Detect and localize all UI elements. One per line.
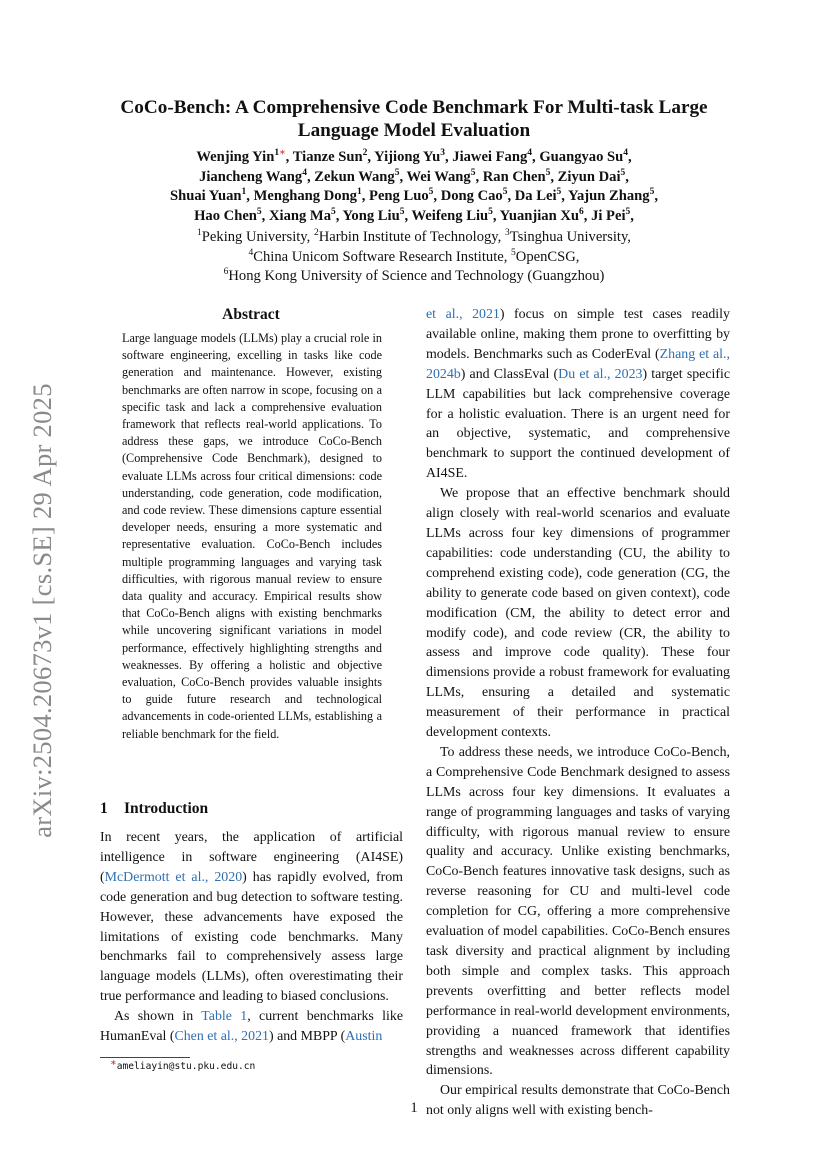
author-name: Ran Chen: [482, 168, 546, 185]
citation-link[interactable]: McDermott et al., 2020: [104, 869, 243, 885]
author-affiliation-mark: 3: [440, 148, 445, 159]
abstract-text: Large language models (LLMs) play a crucial role in software engineering, excelling in tasks like code generation and maintenance. However, existing benchmarks are often narrow in scope, focusing on a specific task and lack a comprehensive evaluation framework that reflects real-world applications. To address these gaps, we introduce CoCo-Bench (Comprehensive Code Benchmark), designed to evaluate LLMs across four critical dimensions: code understanding, code generation, code modification, and code review. These dimensions capture essential developer needs, ensuring a more systematic and representative evaluation. CoCo-Bench includes multiple programming languages and varying task difficulties, with rigorous manual review to ensure data quality and accuracy. Empirical results show that CoCo-Bench aligns with existing benchmarks while uncovering significant variations in model performance, effectively highlighting strengths and weaknesses. By offering a holistic and objective evaluation, CoCo-Bench provides valuable insights to guide future research and technological advancements in code-oriented LLMs, establishing a reliable benchmark for the field.: [122, 331, 382, 741]
paragraph-text: , current benchmarks like HumanEval (: [100, 1009, 403, 1045]
footnote-mark: ∗: [110, 1057, 117, 1067]
left-column-body: [100, 828, 403, 1047]
author-separator: ,: [561, 188, 569, 205]
paragraph-text: As shown in: [114, 1009, 202, 1025]
author-name: Ji Pei: [591, 207, 626, 224]
paragraph-text: ) has rapidly evolved, from code generation and bug detection to software testing. However, these advancements have exposed the limitations of existing code benchmarks. Many benchmarks fail to comprehensively assess large language models (LLMs), often overestimating their true performance and leading to biased conclusions.: [100, 869, 403, 1005]
author-name: Wei Wang: [406, 168, 471, 185]
author-name: Jiawei Fang: [452, 149, 528, 165]
author-list: [100, 148, 728, 226]
author-affiliation-mark: 4: [623, 148, 629, 159]
author-affiliation-mark: 5: [649, 187, 655, 198]
author-separator: ,: [404, 207, 412, 224]
citation-link[interactable]: Chen et al., 2021: [174, 1029, 269, 1045]
affiliation-name: Tsinghua University,: [509, 229, 631, 245]
abstract-heading: Abstract: [222, 306, 280, 323]
author-name: Yijiong Yu: [374, 149, 441, 165]
author-affiliation-mark: 5: [428, 187, 434, 198]
author-line: [100, 168, 728, 188]
author-name: Guangyao Su: [539, 149, 624, 165]
author-affiliation-mark: 5: [399, 206, 405, 217]
author-separator: ,: [492, 207, 500, 224]
footnote: [110, 1057, 410, 1072]
section-heading-introduction: [100, 800, 400, 818]
affiliation-name: Peking University,: [201, 229, 314, 245]
author-separator: ,: [361, 188, 370, 205]
author-name: Weifeng Liu: [411, 207, 489, 224]
author-affiliation-mark: 1: [241, 187, 247, 198]
author-name: Jiancheng Wang: [199, 168, 303, 185]
author-name: Yuanjian Xu: [499, 207, 580, 224]
right-paragraph-2: We propose that an effective benchmark should align closely with real-world scenarios and evaluate LLMs across four key dimensions of programmer capabilities: code understanding (CU, the ability to comprehend existing code), code generation (CG, the ability to generate code based on given context), code modification (CM, the ability to detect error and modify code), and code review (CR, the ability to assess and improve code quality). These four dimensions provide a robust framework for evaluating LLMs, ensuring a detailed and systematic measurement of their performance in practical development contexts.: [426, 486, 730, 741]
section-number: 1: [100, 800, 108, 817]
author-separator: ,: [335, 207, 343, 224]
author-separator: ,: [532, 149, 540, 165]
author-affiliation-mark: 5: [394, 167, 400, 178]
author-separator: ,: [550, 168, 558, 185]
author-name: Zekun Wang: [314, 168, 395, 185]
arxiv-stamp: [22, 370, 62, 850]
affiliation-line: [100, 228, 728, 248]
author-name: Xiang Ma: [268, 207, 331, 224]
author-separator: ,: [433, 188, 441, 205]
author-separator: ,: [261, 207, 269, 224]
intro-paragraph-2: [100, 1007, 403, 1047]
author-affiliation-mark: 6: [579, 206, 584, 217]
paragraph-text: ) focus on simple test cases readily available online, making them prone to overfitting by models. Benchmarks such as CoderEval (: [426, 307, 730, 362]
author-separator: ,: [583, 207, 592, 224]
author-affiliation-mark: 5: [545, 167, 551, 178]
author-separator: ,: [399, 168, 407, 185]
author-name: Yajun Zhang: [568, 188, 650, 205]
author-affiliation-mark: 5: [256, 206, 262, 217]
author-name: Tianze Sun: [292, 149, 363, 165]
paper-title: CoCo-Bench: A Comprehensive Code Benchmark For Multi-task Large Language Model Evaluation: [120, 97, 708, 141]
citation-link[interactable]: Zhang et al., 2024b: [426, 346, 730, 382]
page-number: 1: [410, 1100, 418, 1116]
author-line: [100, 187, 728, 207]
right-paragraph-4: Our empirical results demonstrate that CoCo-Bench not only aligns well with existing bench-: [426, 1083, 730, 1119]
author-affiliation-mark: 2: [362, 148, 368, 159]
citation-link[interactable]: Table 1: [201, 1009, 248, 1025]
author-name: Peng Luo: [369, 188, 429, 205]
author-name: Da Lei: [514, 188, 557, 205]
author-separator: ,: [246, 188, 254, 205]
affiliation-line: [100, 267, 728, 287]
paragraph-text: ) and MBPP (: [268, 1029, 346, 1045]
author-line: [100, 148, 728, 168]
author-affiliation-mark: 5: [502, 187, 508, 198]
author-separator: ,: [285, 149, 293, 165]
author-name: Ziyun Dai: [557, 168, 621, 185]
citation-link[interactable]: et al., 2021: [426, 307, 500, 322]
author-affiliation-mark: 4: [302, 167, 307, 178]
affiliations: [100, 228, 728, 287]
author-name: Menghang Dong: [253, 188, 357, 205]
affiliation-mark: 6: [223, 267, 229, 278]
author-affiliation-mark: 1: [356, 187, 362, 198]
author-name: Shuai Yuan: [170, 188, 242, 205]
affiliation-name: OpenCSG,: [515, 248, 580, 265]
right-column-body: [426, 305, 730, 1121]
affiliation-line: [100, 248, 728, 268]
affiliation-mark: 3: [504, 228, 510, 239]
paragraph-text: In recent years, the application of artificial intelligence in software engineering (AI4SE) (: [100, 830, 403, 885]
paragraph-text: ) and ClassEval (: [460, 366, 559, 382]
author-affiliation-mark: 4: [527, 148, 533, 159]
section-title: Introduction: [124, 800, 209, 817]
author-separator: ,: [507, 188, 515, 205]
author-line: [100, 207, 728, 227]
corresponding-mark: ∗: [279, 148, 286, 159]
affiliation-name: China Unicom Software Research Institute,: [253, 248, 512, 265]
author-separator: ,: [475, 168, 483, 185]
author-separator: ,: [444, 149, 453, 165]
affiliation-mark: 2: [313, 228, 319, 239]
author-name: Dong Cao: [440, 188, 503, 205]
author-name: Yong Liu: [342, 207, 400, 224]
affiliation-name: Hong Kong University of Science and Technology (Guangzhou): [228, 268, 605, 285]
right-paragraph-1: [426, 305, 730, 484]
citation-link[interactable]: Austin: [345, 1029, 383, 1045]
arxiv-stamp-text: arXiv:2504.20673v1 [cs.SE] 29 Apr 2025: [26, 382, 57, 838]
paragraph-text: ) target specific LLM capabilities but lack comprehensive coverage for a holistic evaluation. There is an urgent need for an objective, systematic, and comprehensive benchmark to support the continued development of AI4SE.: [426, 366, 731, 482]
affiliation-mark: 1: [197, 228, 202, 239]
author-affiliation-mark: 5: [620, 167, 626, 178]
author-name: Hao Chen: [194, 207, 257, 224]
citation-link[interactable]: Du et al., 2023: [558, 366, 643, 382]
author-separator: ,: [306, 168, 315, 185]
author-separator: ,: [654, 188, 658, 205]
author-separator: ,: [625, 168, 629, 185]
author-affiliation-mark: 5: [470, 167, 476, 178]
footnote-email: ameliayin@stu.pku.edu.cn: [116, 1061, 256, 1072]
author-affiliation-mark: 5: [488, 206, 493, 217]
author-name: Wenjing Yin: [196, 149, 275, 165]
author-affiliation-mark: 1: [274, 148, 280, 159]
author-affiliation-mark: 5: [331, 206, 336, 217]
author-separator: ,: [367, 149, 375, 165]
author-separator: ,: [628, 149, 632, 165]
right-paragraph-3: To address these needs, we introduce CoCo-Bench, a Comprehensive Code Benchmark designed to assess LLMs across four key dimensions. It evaluates a range of programming languages and tasks of varying difficulty, with rigorous manual review to ensure quality and accuracy. Unlike existing benchmarks, CoCo-Bench features innovative task designs, such as reverse reasoning for CU and multi-level code completion for CG, offering a more comprehensive evaluation of model capabilities. CoCo-Bench ensures task diversity and practical alignment by including both simple and complex tasks. This approach prevents overfitting and better reflects model performance in real-world development environments, providing a nuanced framework that identifies strengths and weaknesses across different capability dimensions.: [426, 744, 730, 1079]
intro-paragraph-1: [100, 828, 403, 1007]
affiliation-mark: 4: [248, 247, 254, 258]
affiliation-mark: 5: [511, 247, 516, 258]
author-separator: ,: [630, 207, 634, 224]
author-affiliation-mark: 5: [625, 206, 631, 217]
author-affiliation-mark: 5: [556, 187, 562, 198]
affiliation-name: Harbin Institute of Technology,: [318, 229, 505, 245]
